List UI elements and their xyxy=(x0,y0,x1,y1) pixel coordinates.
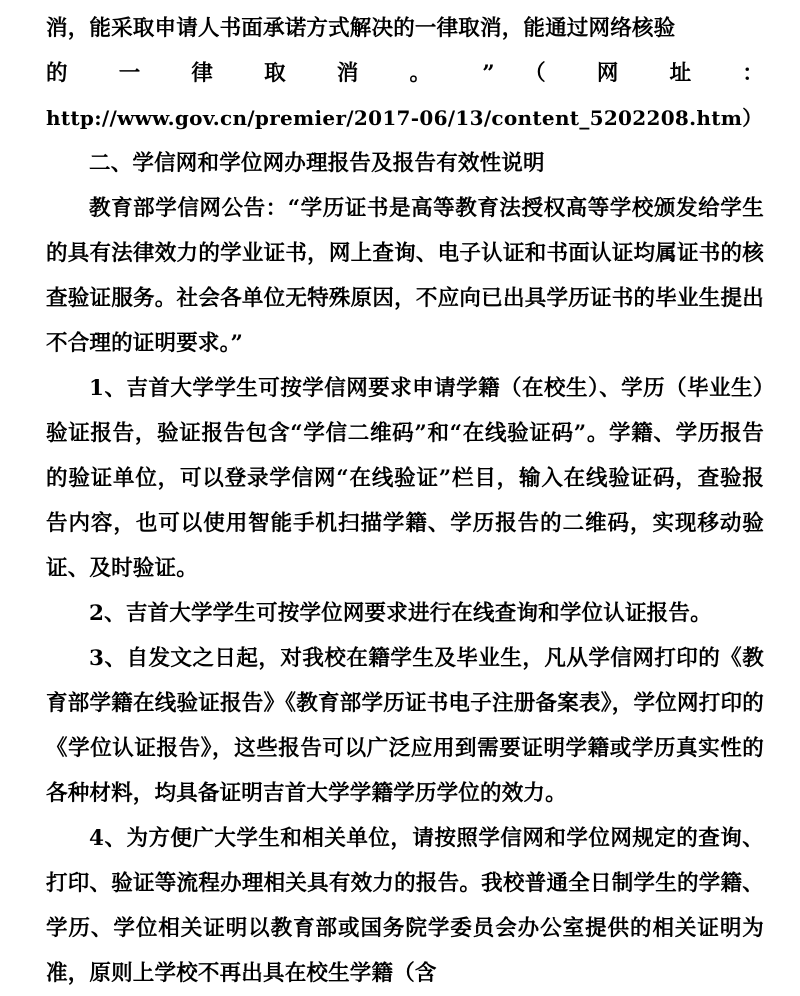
paragraph-item-4: 4、为方便广大学生和相关单位，请按照学信网和学位网规定的查询、打印、验证等流程办理相关具有效力的报告。我校普通全日制学生的学籍、学历、学位相关证明以教育部或国务院学委员会办公室提供的相关证明为准，原则上学校不再出具在校生学籍（含 xyxy=(46,826,764,986)
paragraph-chsi-announcement: 教育部学信网公告：“学历证书是高等教育法授权高等学校颁发给学生的具有法律效力的学业证书，网上查询、电子认证和书面认证均属证书的核查验证服务。社会各单位无特殊原因，不应向已出具学历证书的毕业生提出不合理的证明要求。” xyxy=(46,196,764,356)
paragraph-item-1: 1、吉首大学学生可按学信网要求申请学籍（在校生）、学历（毕业生）验证报告，验证报告包含“学信二维码”和“在线验证码”。学籍、学历报告的验证单位，可以登录学信网“在线验证”栏目，输入在线验证码，查验报告内容，也可以使用智能手机扫描学籍、学历报告的二维码，实现移动验证、及时验证。 xyxy=(46,376,764,581)
section-heading-two: 二、学信网和学位网办理报告及报告有效性说明 xyxy=(89,151,545,176)
paragraph-item-2: 2、吉首大学学生可按学位网要求进行在线查询和学位认证报告。 xyxy=(89,601,712,626)
paragraph-spread-line: 的 一 律 取 消 。 ” （ 网 址 ： xyxy=(46,61,764,86)
paragraph-continued: 消，能采取申请人书面承诺方式解决的一律取消，能通过网络核验 xyxy=(46,16,676,41)
government-url-line: http://www.gov.cn/premier/2017-06/13/content_5202208.htm） xyxy=(46,106,763,130)
paragraph-item-3: 3、自发文之日起，对我校在籍学生及毕业生，凡从学信网打印的《教育部学籍在线验证报告》《教育部学历证书电子注册备案表》，学位网打印的《学位认证报告》，这些报告可以广泛应用到需要证明学籍或学历真实性的各种材料，均具备证明吉首大学学籍学历学位的效力。 xyxy=(46,646,764,806)
